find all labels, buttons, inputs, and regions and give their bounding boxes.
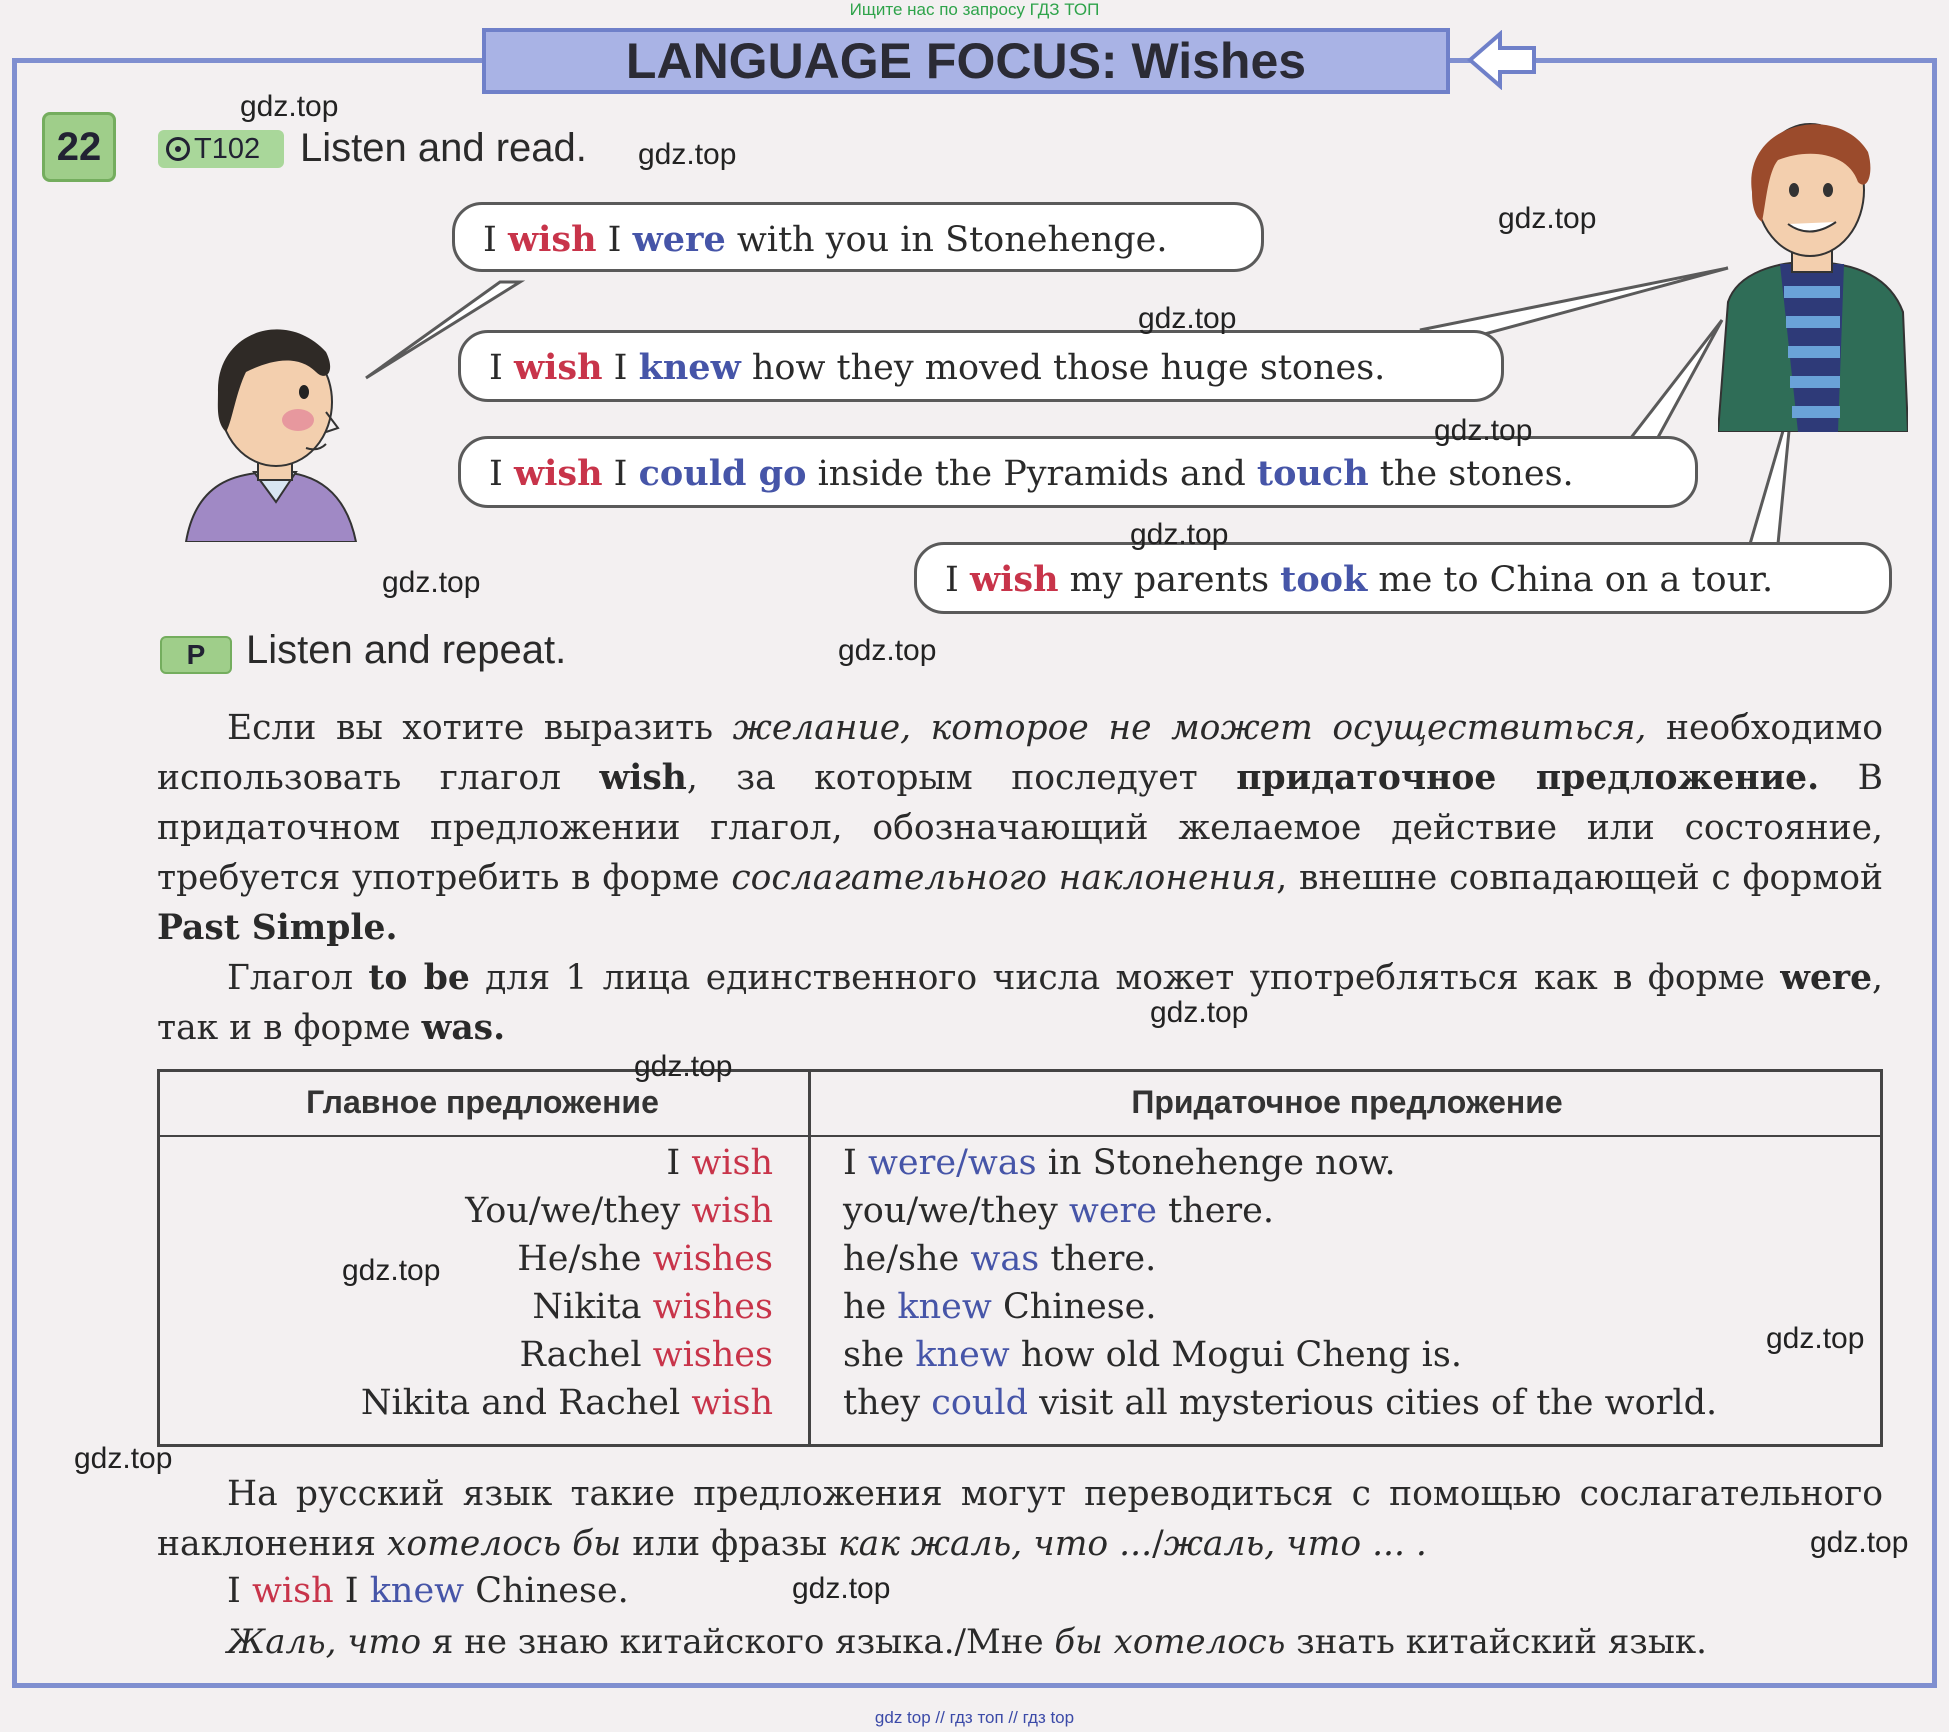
track-label: T102 xyxy=(194,133,261,165)
table-header-line xyxy=(157,1135,1883,1137)
table-row-main: You/we/they wish xyxy=(465,1191,773,1231)
table-row-main: He/she wishes xyxy=(517,1239,773,1279)
watermark: gdz.top xyxy=(792,1572,891,1605)
rule-paragraph-1: Если вы хотите выразить желание, которое не может осуществиться, необходимо использовать глагол wish, за которым последует придаточное предложение. В придаточном предложении глагол, обозначающий желаемое действие или состояние, требуется употребить в форме сослагательного наклонения, внешне совпадающей с формой Past Simple. xyxy=(157,708,1883,948)
watermark: gdz.top xyxy=(1138,302,1237,335)
example-sentence: I wish I knew Chinese. xyxy=(227,1571,629,1611)
watermark: gdz.top xyxy=(838,634,937,667)
table-header-sub: Придаточное предложение xyxy=(1131,1084,1563,1120)
watermark: gdz.top xyxy=(1810,1526,1909,1559)
translation-paragraph: На русский язык такие предложения могут переводиться с помощью сослагательного наклонения хотелось бы или фразы как жаль, что .../жаль, что ... . xyxy=(157,1474,1883,1564)
pronunciation-badge[interactable]: P xyxy=(160,636,232,674)
watermark: gdz.top xyxy=(1434,414,1533,447)
watermark: gdz.top xyxy=(638,138,737,171)
table-row-main: Rachel wishes xyxy=(519,1335,773,1375)
watermark: gdz.top xyxy=(1150,996,1249,1029)
bottom-note: gdz top // гдз топ // гдз top xyxy=(874,1708,1075,1727)
watermark: gdz.top xyxy=(342,1254,441,1287)
exercise-instruction: Listen and read. xyxy=(300,126,587,170)
example-translation: Жаль, что я не знаю китайского языка./Мне бы хотелось знать китайский язык. xyxy=(227,1622,1707,1662)
table-header-main: Главное предложение xyxy=(306,1084,659,1120)
table-row-main: I wish xyxy=(666,1143,773,1183)
watermark: gdz.top xyxy=(240,90,339,123)
speech-bubble-2: I wish I knew how they moved those huge stones. xyxy=(458,330,1504,402)
speech-bubble-4: I wish my parents took me to China on a tour. xyxy=(914,542,1892,614)
page-title: LANGUAGE FOCUS: Wishes xyxy=(482,28,1450,94)
boy-right-illustration xyxy=(1718,112,1908,432)
watermark: gdz.top xyxy=(634,1050,733,1083)
boy-left-illustration xyxy=(176,312,366,542)
watermark: gdz.top xyxy=(1498,202,1597,235)
table-column-divider xyxy=(808,1069,811,1447)
table-row-sub: I were/was in Stonehenge now. xyxy=(843,1143,1396,1183)
watermark: gdz.top xyxy=(382,566,481,599)
exercise-number: 22 xyxy=(42,112,116,182)
table-row-main: Nikita wishes xyxy=(532,1287,773,1327)
table-row-sub: he knew Chinese. xyxy=(843,1287,1157,1327)
speech-bubble-3: I wish I could go inside the Pyramids and touch the stones. xyxy=(458,436,1698,508)
table-row-main: Nikita and Rachel wish xyxy=(360,1383,773,1423)
watermark: gdz.top xyxy=(74,1442,173,1475)
rule-paragraph-2: Глагол to be для 1 лица единственного числа может употребляться как в форме were, так и в форме was. xyxy=(157,958,1884,1048)
table-row-sub: he/she was there. xyxy=(843,1239,1157,1279)
repeat-instruction: Listen and repeat. xyxy=(246,628,567,672)
table-row-sub: they could visit all mysterious cities of the world. xyxy=(843,1383,1718,1423)
table-row-sub: you/we/they were there. xyxy=(843,1191,1274,1231)
speech-bubble-1: I wish I were with you in Stonehenge. xyxy=(452,202,1264,272)
top-note: Ищите нас по запросу ГДЗ ТОП xyxy=(849,0,1100,19)
table-row-sub: she knew how old Mogui Cheng is. xyxy=(843,1335,1462,1375)
watermark: gdz.top xyxy=(1130,518,1229,551)
watermark: gdz.top xyxy=(1766,1322,1865,1355)
